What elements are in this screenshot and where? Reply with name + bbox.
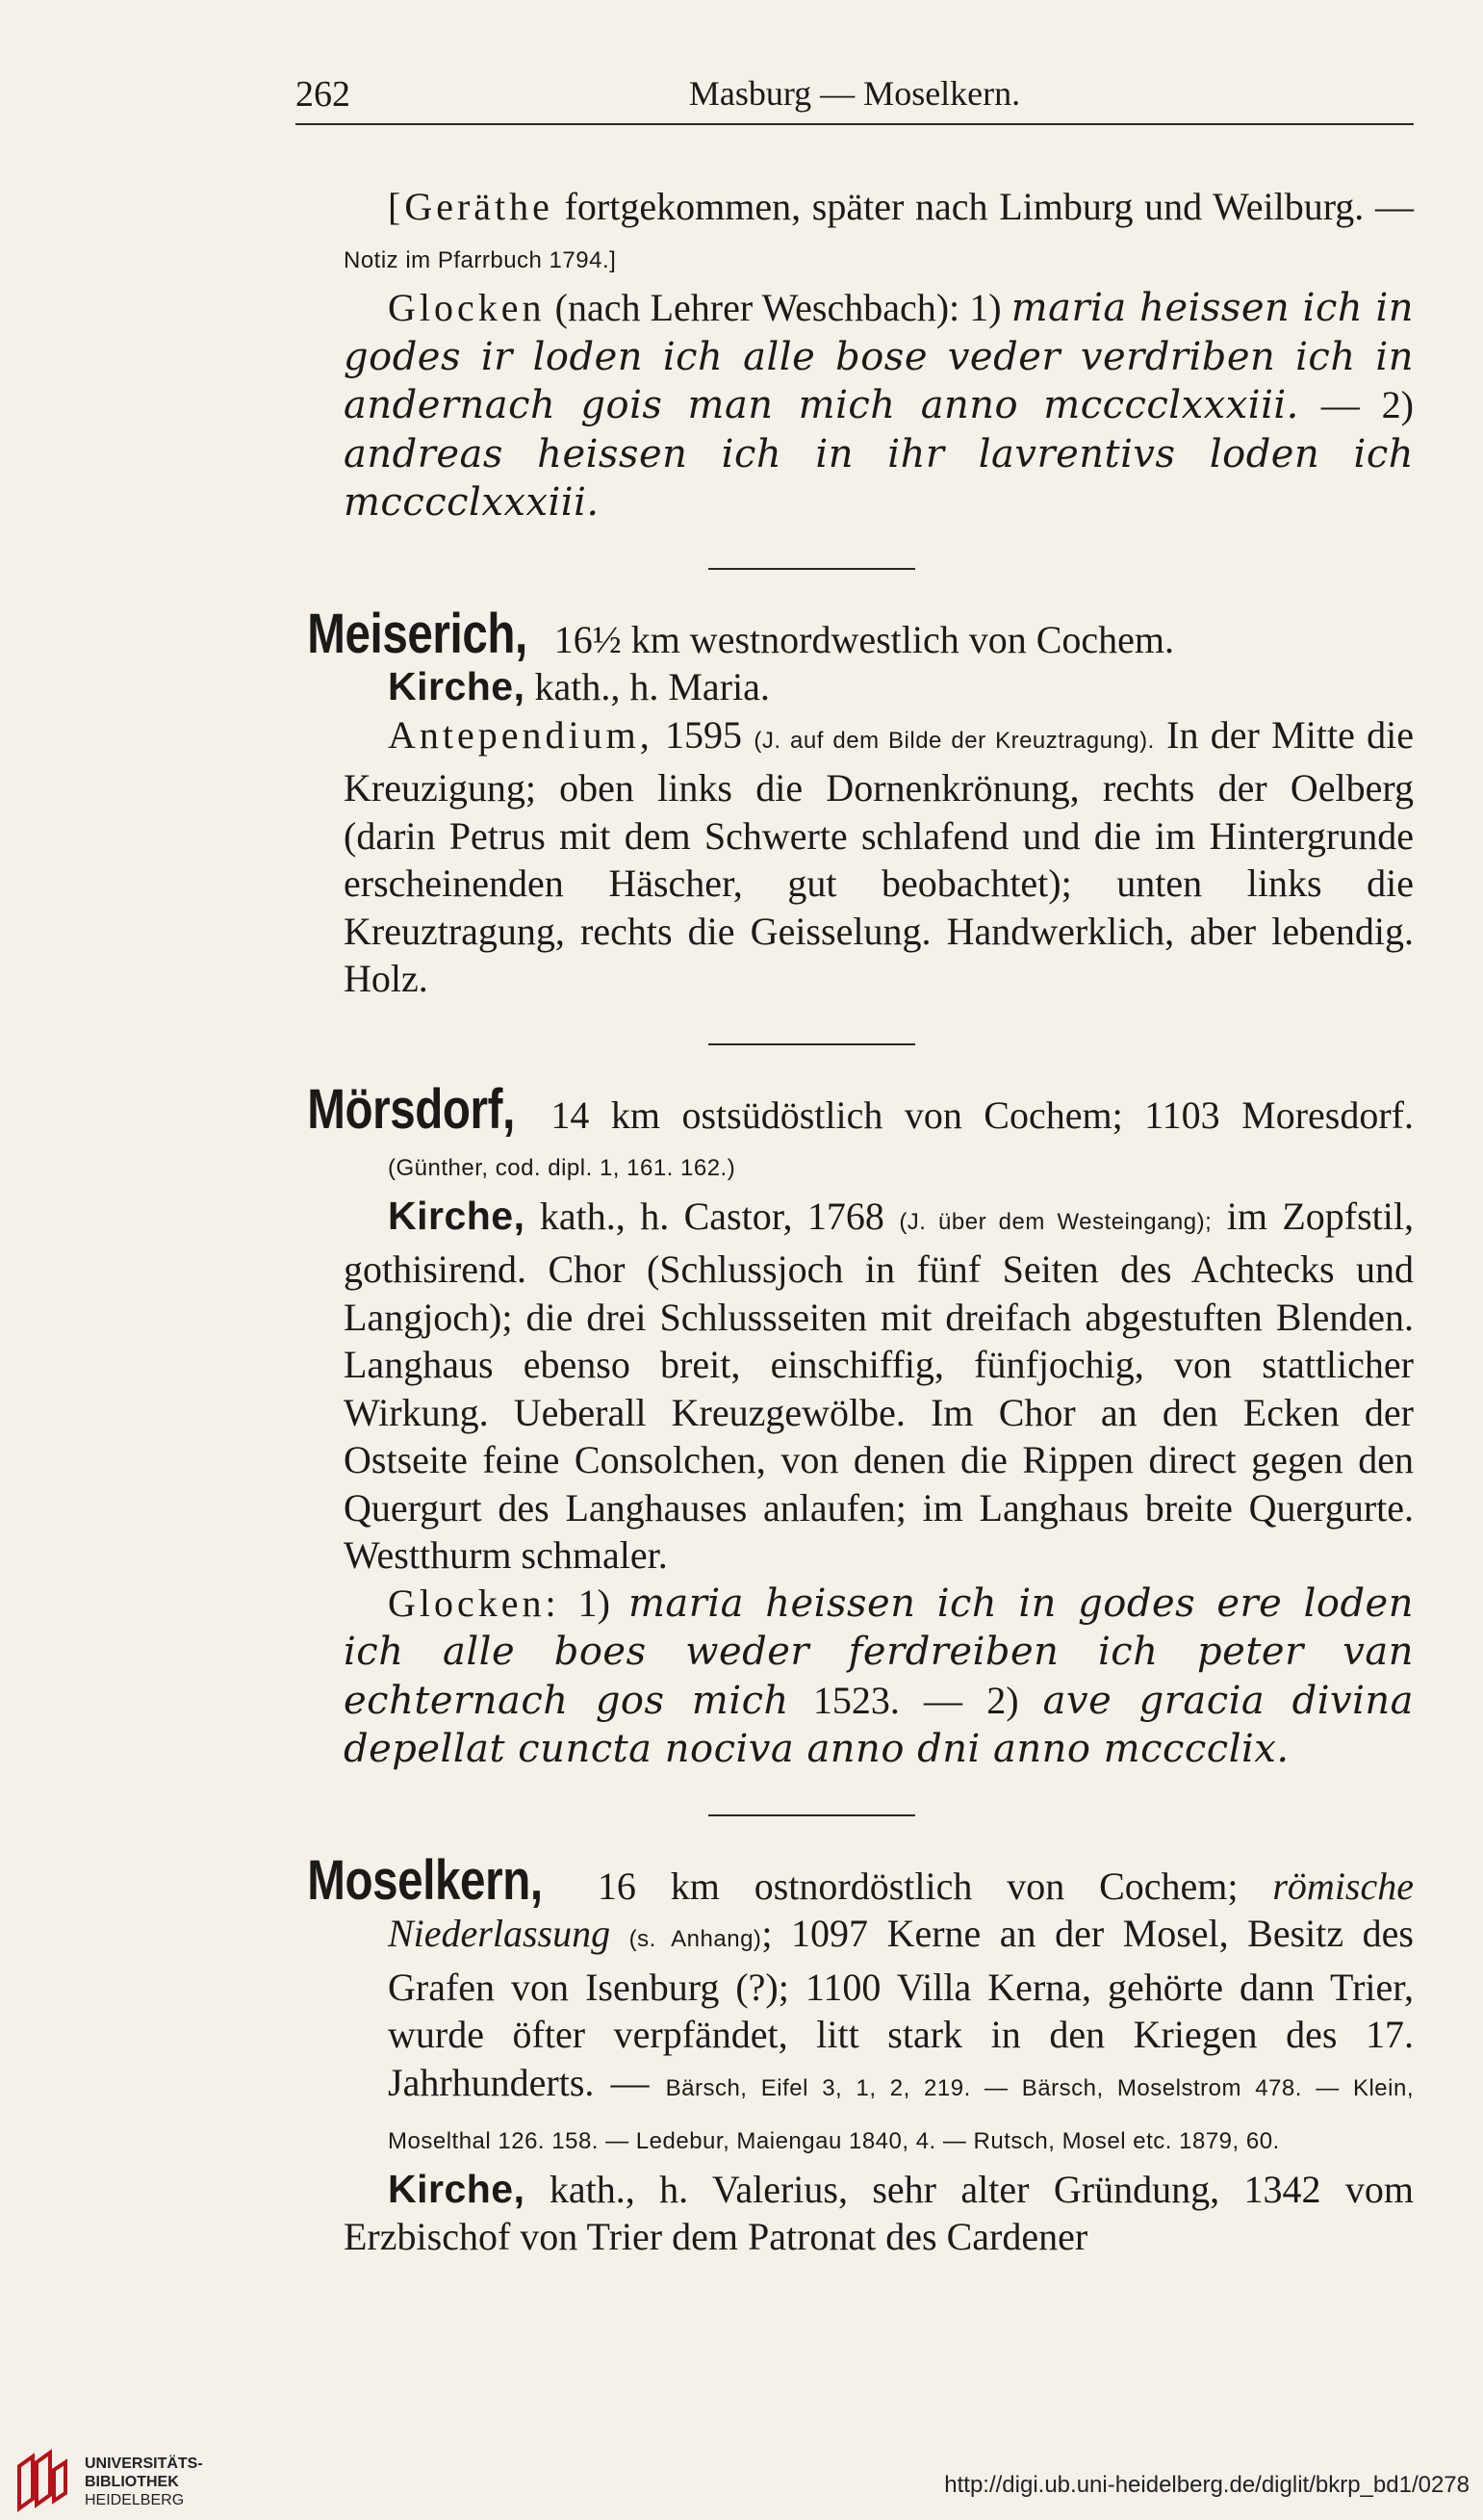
text-span: kath., h. Valerius, sehr alter Gründung, 1342 vom Erzbischof von Trier dem Patronat des Cardener xyxy=(344,2167,1414,2258)
place-name: Moselkern, xyxy=(307,1848,543,1912)
logo-line-2: BIBLIOTHEK xyxy=(85,2474,179,2490)
citation: Bärsch, Eifel 3, 1, 2, 219. — Bärsch, Moselstrom 478. — Klein, Moselthal 126. 158. — Ledebur, Maiengau 1840, 4. — Rutsch, Mosel etc. 1879, 60. xyxy=(388,2074,1414,2154)
place-name: Mörsdorf, xyxy=(307,1077,515,1141)
text-span: kath., h. Castor, 1768 xyxy=(524,1194,900,1238)
logo-line-3: HEIDELBERG xyxy=(85,2492,185,2508)
citation: (J. auf dem Bilde der Kreuztragung). xyxy=(754,727,1155,754)
running-title: Masburg — Moselkern. xyxy=(688,74,1021,113)
page-header xyxy=(295,69,1414,125)
text-span: (nach Lehrer Weschbach): 1) xyxy=(545,286,1011,329)
citation: (J. über dem Westeingang); xyxy=(899,1208,1213,1235)
library-logo-text xyxy=(85,2455,203,2509)
citation: Notiz im Pfarrbuch 1794.] xyxy=(344,246,617,273)
text-span: In der Mitte die Kreuzigung; oben links die Dornenkrönung, rechts der Oelberg (darin Petrus mit dem Schwerte schlafend und die im Hintergrunde erscheinenden Häscher, gut beobachtet); unten links die Kreuztragung, rechts die Geisselung. Handwerklich, aber lebendig. Holz. xyxy=(344,712,1415,1000)
keyword: Kirche, xyxy=(388,2166,525,2211)
text-span: Glocken: xyxy=(388,1581,560,1625)
page-body-text xyxy=(307,183,1415,2261)
text-span: kath., h. Maria. xyxy=(524,665,770,708)
citation: (s. Anhang) xyxy=(628,1926,762,1952)
text-paragraph xyxy=(344,2166,1414,2261)
bell-inscription: maria heissen ich in godes ere loden ich alle boes weder ferdreiben ich peter van echternach gos mich xyxy=(344,1581,1414,1723)
place-name: Meiserich, xyxy=(307,602,527,665)
entry-heading-paragraph xyxy=(307,602,1414,665)
text-span: römische Niederlassung xyxy=(388,1864,1414,1955)
text-span: im Zopfstil, gothisirend. Chor (Schlussjoch in fünf Seiten des Achtecks und Langjoch); die drei Schlussseiten mit dreifach abgestuften Blenden. Langhaus ebenso breit, einschiffig, fünfjochig, von stattlicher Wirkung. Ueberall Kreuzgewölbe. Im Chor an den Ecken der Ostseite feine Consolchen, von denen die Rippen direct gegen den Quergurt des Langhauses anlaufen; im Langhaus breite Quergurte. Westthurm schmaler. xyxy=(344,1194,1415,1577)
bell-inscription: andreas heissen ich in ihr lavrentivs loden ich mcccclxxxiii. xyxy=(344,431,1414,525)
entry-heading-paragraph xyxy=(307,1848,1415,2166)
logo-line-1: UNIVERSITÄTS- xyxy=(85,2456,203,2472)
text-span xyxy=(610,1912,629,1955)
text-span: 14 km ostsüdöstlich von Cochem; 1103 Moresdorf. xyxy=(528,1093,1414,1137)
text-paragraph xyxy=(344,284,1414,527)
text-paragraph xyxy=(344,1193,1414,1580)
text-span: 16½ km westnordwestlich von Cochem. xyxy=(544,617,1175,661)
source-url-link[interactable]: http://digi.ub.uni-heidelberg.de/diglit/bkrp_bd1/0278 xyxy=(944,2472,1470,2498)
keyword: Kirche, xyxy=(388,1193,525,1238)
section-divider xyxy=(708,1814,915,1816)
text-span: fortgekommen, später nach Limburg und Weilburg. — xyxy=(552,185,1414,228)
bell-inscription: maria heissen ich in godes ir loden ich alle bose veder verdriben ich in andernach gois man mich anno mcccclxxxiii. xyxy=(344,286,1414,427)
text-paragraph xyxy=(344,711,1414,1003)
text-span: 1595 xyxy=(652,712,754,757)
text-paragraph xyxy=(344,663,1414,711)
page-number: 262 xyxy=(295,74,350,115)
text-paragraph xyxy=(344,1580,1414,1774)
text-paragraph xyxy=(344,183,1414,284)
section-divider xyxy=(708,1043,915,1045)
text-span: [Geräthe xyxy=(388,185,553,228)
page-footer xyxy=(0,2445,1483,2520)
section-divider xyxy=(708,568,915,570)
text-span: 1523. — 2) xyxy=(788,1678,1043,1722)
text-span: ; 1097 Kerne an der Mosel, Besitz des Grafen von Isenburg (?); 1100 Villa Kerna, gehörte dann Trier, wurde öfter verpfändet, litt stark in den Kriegen des 17. Jahrhunderts. — xyxy=(388,1912,1415,2104)
entry-heading-paragraph xyxy=(307,1077,1414,1193)
text-span: 16 km ostnordöstlich von Cochem; xyxy=(563,1864,1273,1908)
text-span: Antependium, xyxy=(388,712,653,757)
citation: (Günther, cod. dipl. 1, 161. 162.) xyxy=(388,1155,736,1181)
text-span: 1) xyxy=(559,1581,628,1625)
keyword: Kirche, xyxy=(388,664,525,708)
text-span: — 2) xyxy=(1298,383,1415,426)
library-logo-icon xyxy=(12,2449,71,2516)
bell-inscription: ave gracia divina depellat cuncta nociva anno dni anno mcccclix. xyxy=(344,1678,1414,1771)
text-span: Glocken xyxy=(388,286,546,329)
